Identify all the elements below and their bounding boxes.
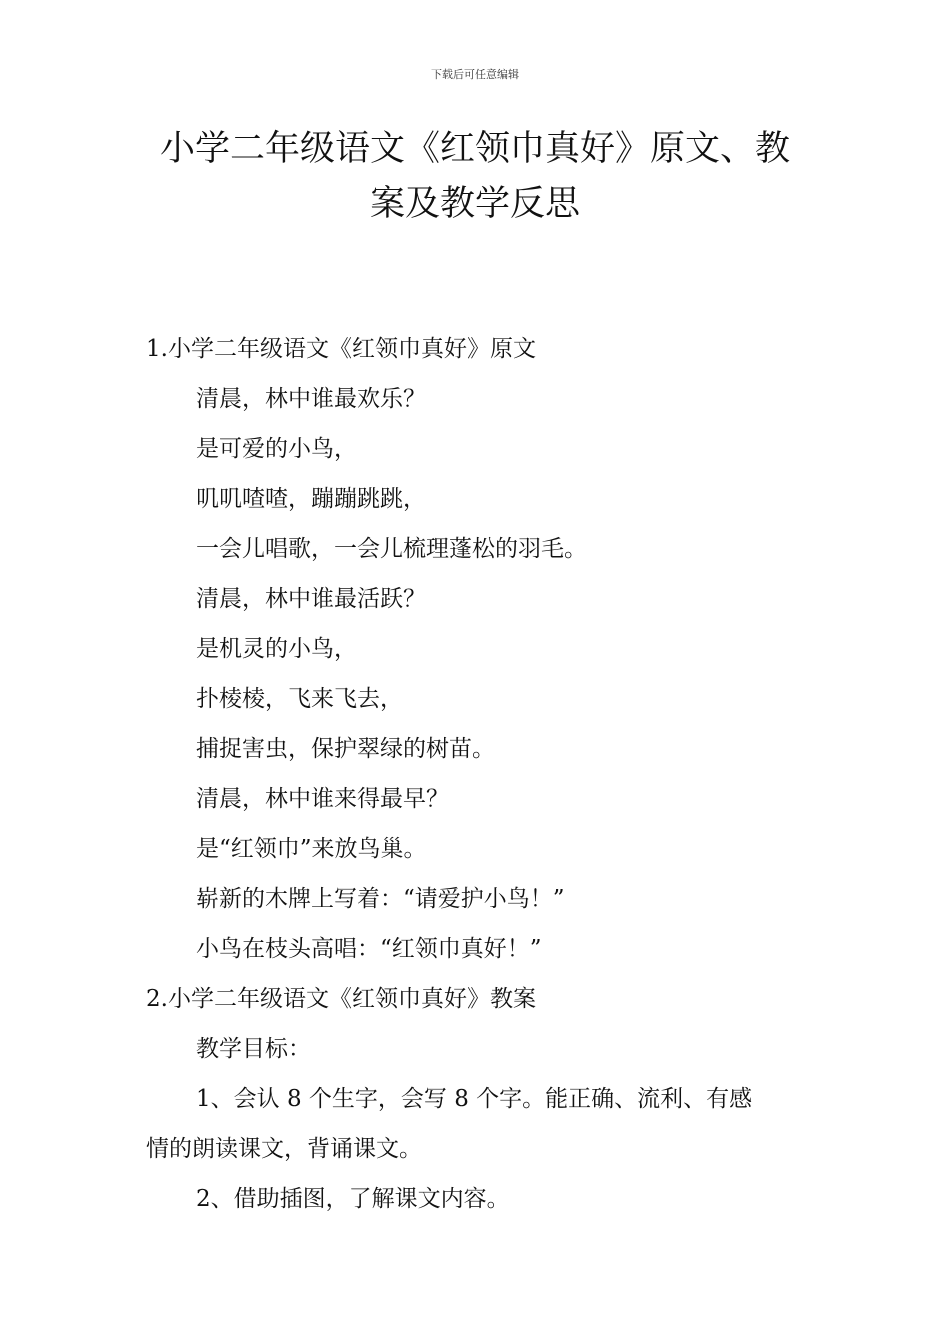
poem-line: 是可爱的小鸟， bbox=[196, 436, 357, 462]
goal-1-line-1: 1、会认 8 个生字，会写 8 个字。能正确、流利、有感 bbox=[196, 1086, 753, 1112]
poem-line: 一会儿唱歌，一会儿梳理蓬松的羽毛。 bbox=[196, 536, 587, 562]
poem-line: 捕捉害虫，保护翠绿的树苗。 bbox=[196, 736, 495, 762]
header-note: 下载后可任意编辑 bbox=[431, 68, 519, 81]
title-line-2: 案及教学反思 bbox=[369, 184, 580, 224]
document-body bbox=[146, 324, 811, 1224]
goal-1-line-2: 情的朗读课文，背诵课文。 bbox=[146, 1136, 422, 1162]
poem-line: 扑棱棱，飞来飞去， bbox=[196, 686, 403, 712]
poem-line: 清晨，林中谁来得最早？ bbox=[196, 786, 449, 812]
poem-line: 崭新的木牌上写着：“请爱护小鸟！” bbox=[196, 886, 565, 912]
poem-line: 清晨，林中谁最活跃？ bbox=[196, 586, 426, 612]
poem-line: 是机灵的小鸟， bbox=[196, 636, 357, 662]
goal-2: 2、借助插图，了解课文内容。 bbox=[196, 1186, 510, 1212]
section-2-heading: 2.小学二年级语文《红领巾真好》教案 bbox=[146, 986, 536, 1012]
document-title bbox=[150, 122, 800, 232]
teaching-goals-label: 教学目标： bbox=[196, 1036, 311, 1062]
section-1-heading: 1.小学二年级语文《红领巾真好》原文 bbox=[146, 336, 536, 362]
poem-line: 小鸟在枝头高唱：“红领巾真好！” bbox=[196, 936, 542, 962]
title-line-1: 小学二年级语文《红领巾真好》原文、教 bbox=[159, 129, 790, 169]
poem-line: 叽叽喳喳，蹦蹦跳跳， bbox=[196, 486, 426, 512]
poem-line: 清晨，林中谁最欢乐？ bbox=[196, 386, 426, 412]
poem-line: 是“红领巾”来放鸟巢。 bbox=[196, 836, 427, 862]
